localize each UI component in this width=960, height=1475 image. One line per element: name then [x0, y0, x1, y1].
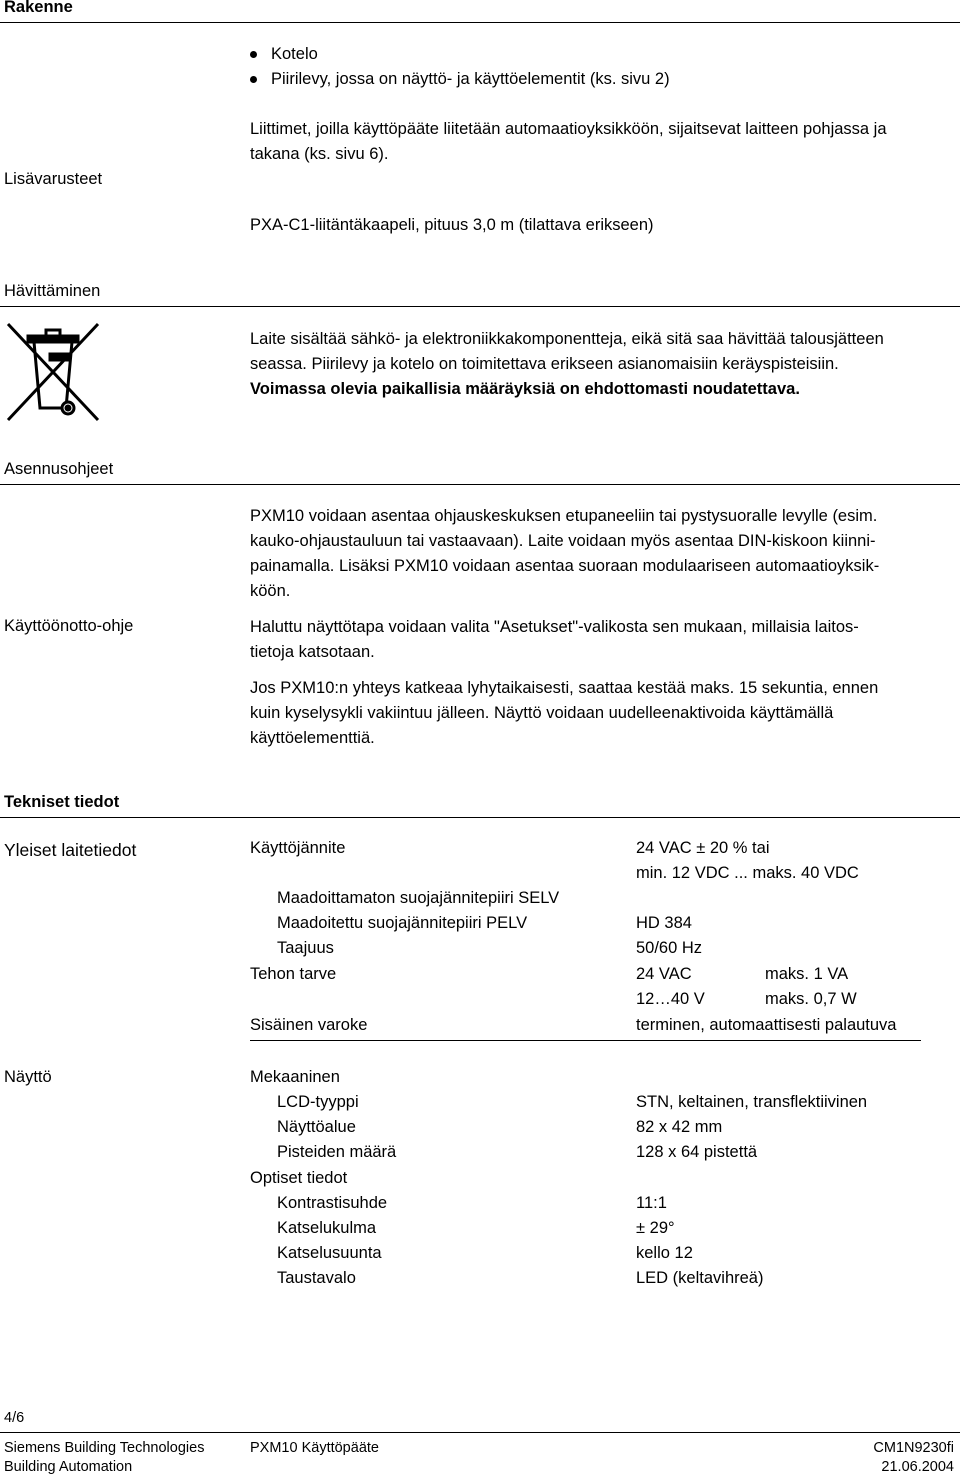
spec-value: LED (keltavihreä) [636, 1269, 764, 1287]
spec-group-label: Optiset tiedot [250, 1169, 348, 1187]
spec-label: Katselukulma [277, 1219, 377, 1237]
footer-company: Siemens Building Technologies [4, 1440, 205, 1456]
section-title-rakenne: Rakenne [4, 0, 73, 16]
spec-value: 11:1 [636, 1194, 667, 1212]
section-rule [0, 817, 960, 818]
spec-value: 24 VAC ± 20 % tai [636, 839, 770, 857]
spec-label: Taustavalo [277, 1269, 356, 1287]
paragraph-line: seassa. Piirilevy ja kotelo on toimitettava erikseen asianomaisiin keräyspisteisiin. [250, 355, 839, 373]
spec-value: maks. 0,7 W [765, 990, 857, 1008]
paragraph-line: Laite sisältää sähkö- ja elektroniikkakomponentteja, eikä sitä saa hävittää talousjätteen [250, 330, 884, 348]
footer-rule [0, 1432, 960, 1433]
spec-label: Tehon tarve [250, 965, 337, 983]
paragraph-line: kauko-ohjaustauluun tai vastaavaan). Laite voidaan myös asentaa DIN-kiskoon kiinni- [250, 532, 876, 550]
paragraph-line: painamalla. Lisäksi PXM10 voidaan asentaa suoraan modulaariseen automaatioyksik- [250, 557, 880, 575]
paragraph-line: kuin kyselysykli vakiintuu jälleen. Näyttö voidaan uudelleenaktivoida käyttämällä [250, 704, 834, 722]
section-rule [0, 22, 960, 23]
spec-value: terminen, automaattisesti palautuva [636, 1016, 897, 1034]
section-title-tekniset: Tekniset tiedot [4, 793, 120, 811]
subsection-title-yleiset: Yleiset laitetiedot [4, 840, 137, 860]
spec-label: LCD-tyyppi [277, 1093, 359, 1111]
spec-value: kello 12 [636, 1244, 693, 1262]
bullet-dot [250, 76, 257, 83]
spec-label: Maadoittamaton suojajännitepiiri SELV [277, 889, 560, 907]
paragraph-line: Liittimet, joilla käyttöpääte liitetään automaatioyksikköön, sijaitsevat laitteen pohjassa ja [250, 120, 887, 138]
paragraph-line: PXM10 voidaan asentaa ohjauskeskuksen etupaneeliin tai pystysuoralle levylle (esim. [250, 507, 878, 525]
spec-group-label: Mekaaninen [250, 1068, 340, 1086]
paragraph-line: tietoja katsotaan. [250, 643, 375, 661]
section-rule [0, 484, 960, 485]
paragraph-line-emphasis: Voimassa olevia paikallisia määräyksiä on ehdottomasti noudatettava. [250, 380, 800, 398]
spec-label: Pisteiden määrä [277, 1143, 397, 1161]
section-title-havittaminen: Hävittäminen [4, 282, 101, 300]
spec-label: Maadoitettu suojajännitepiiri PELV [277, 914, 528, 932]
paragraph-line: käyttöelementtiä. [250, 729, 375, 747]
footer-doc-code: CM1N9230fi [873, 1440, 954, 1456]
footer-date: 21.06.2004 [881, 1459, 954, 1475]
paragraph-line: Jos PXM10:n yhteys katkeaa lyhytaikaisesti, saattaa kestää maks. 15 sekuntia, ennen [250, 679, 879, 697]
spec-value: 24 VAC [636, 965, 692, 983]
footer-division: Building Automation [4, 1459, 133, 1475]
page-number: 4/6 [4, 1410, 25, 1426]
section-title-asennusohjeet: Asennusohjeet [4, 460, 114, 478]
bullet-item: Piirilevy, jossa on näyttö- ja käyttöelementit (ks. sivu 2) [271, 70, 670, 88]
table-rule [250, 1040, 921, 1041]
spec-label: Sisäinen varoke [250, 1016, 368, 1034]
spec-value: min. 12 VDC ... maks. 40 VDC [636, 864, 859, 882]
crossed-out-wheelie-bin-icon [6, 322, 100, 422]
bullet-item: Kotelo [271, 45, 318, 63]
footer-product: PXM10 Käyttöpääte [250, 1440, 379, 1456]
section-rule [0, 306, 960, 307]
subsection-title-naytto: Näyttö [4, 1068, 52, 1086]
paragraph-line: PXA-C1-liitäntäkaapeli, pituus 3,0 m (tilattava erikseen) [250, 216, 654, 234]
spec-label: Näyttöalue [277, 1118, 356, 1136]
spec-value: 128 x 64 pistettä [636, 1143, 758, 1161]
section-title-kayttoonotto: Käyttöönotto-ohje [4, 617, 134, 635]
spec-value: 12…40 V [636, 990, 705, 1008]
spec-label: Katselusuunta [277, 1244, 382, 1262]
spec-value: ± 29° [636, 1219, 675, 1237]
paragraph-line: köön. [250, 582, 291, 600]
spec-value: HD 384 [636, 914, 692, 932]
spec-label: Taajuus [277, 939, 334, 957]
bullet-dot [250, 51, 257, 58]
spec-value: STN, keltainen, transflektiivinen [636, 1093, 868, 1111]
spec-label: Käyttöjännite [250, 839, 346, 857]
spec-value: 50/60 Hz [636, 939, 703, 957]
spec-label: Kontrastisuhde [277, 1194, 388, 1212]
paragraph-line: takana (ks. sivu 6). [250, 145, 389, 163]
spec-value: maks. 1 VA [765, 965, 849, 983]
paragraph-line: Haluttu näyttötapa voidaan valita "Asetukset"-valikosta sen mukaan, millaisia laitos- [250, 618, 859, 636]
spec-value: 82 x 42 mm [636, 1118, 723, 1136]
section-title-lisavarusteet: Lisävarusteet [4, 170, 103, 188]
